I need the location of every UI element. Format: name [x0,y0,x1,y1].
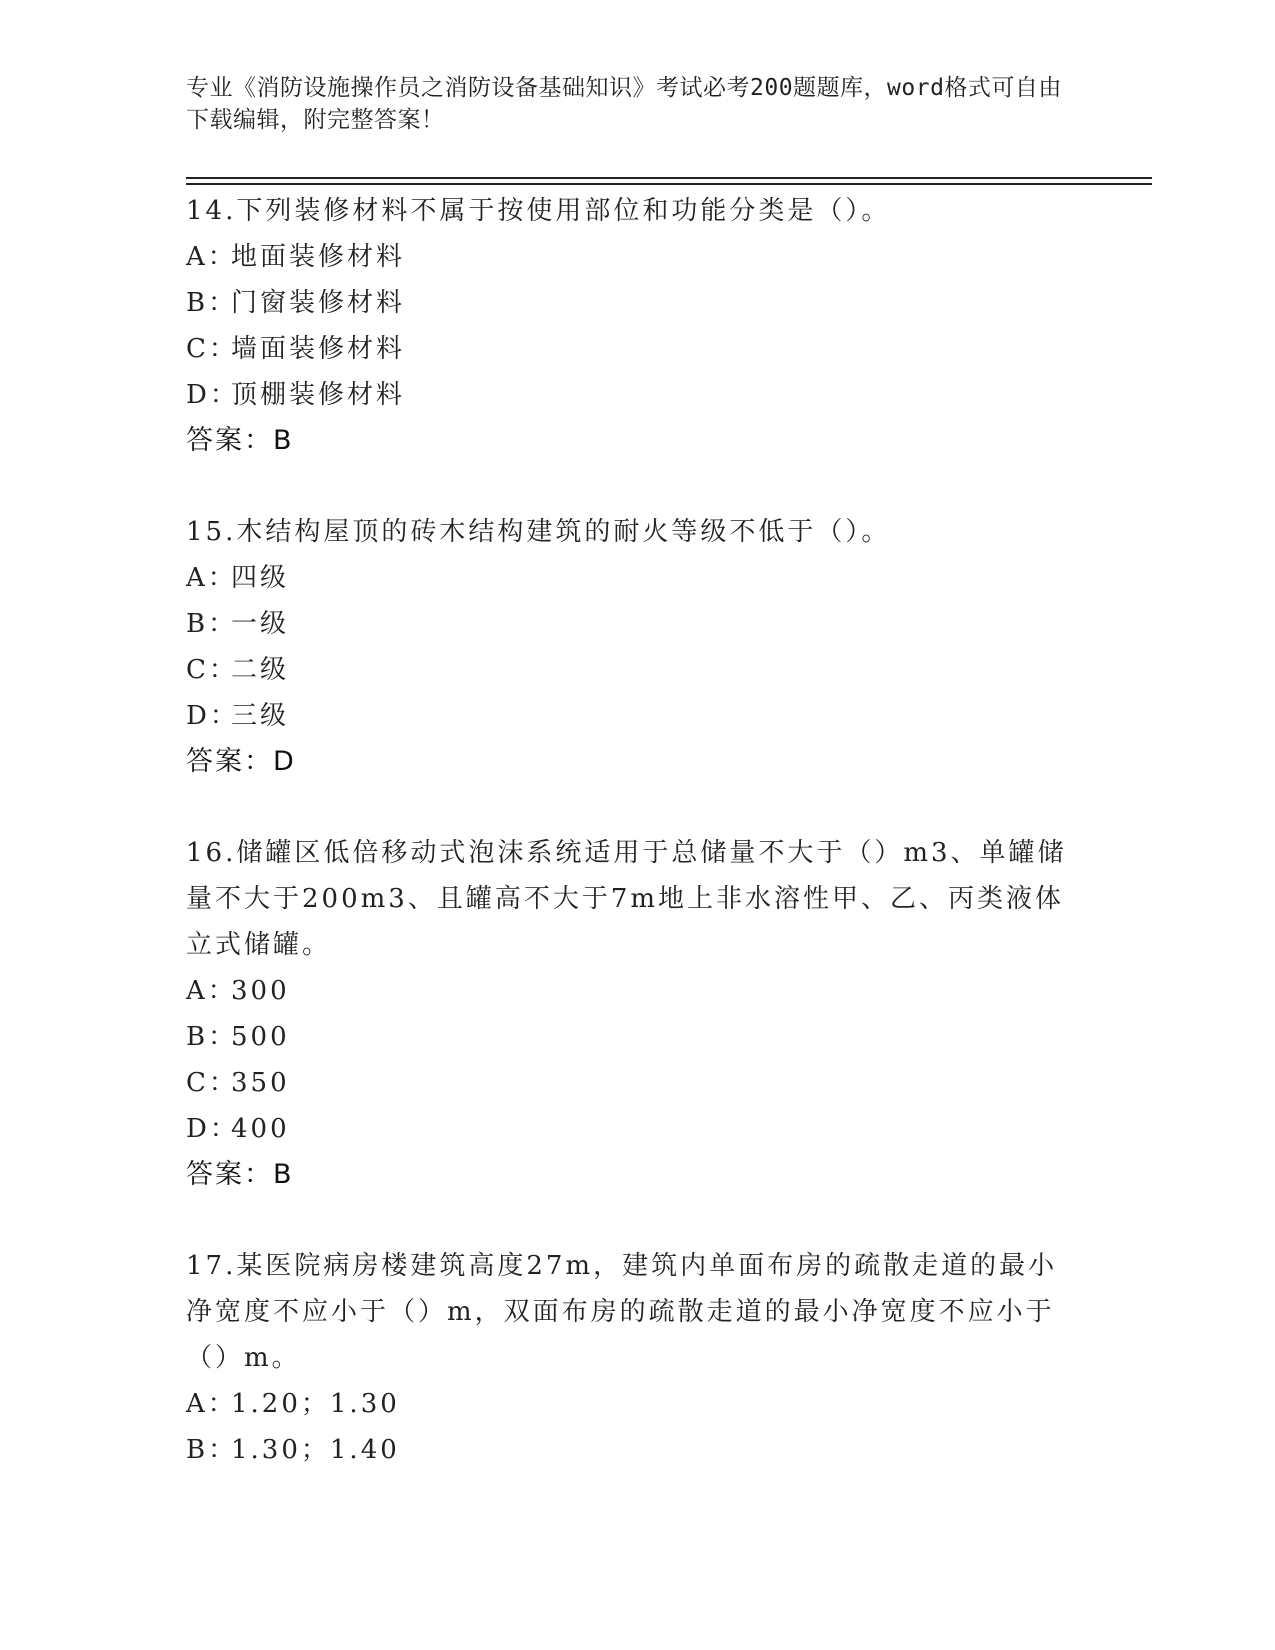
option-text: 墙面装修材料 [231,334,406,364]
option-text: 1.20；1.30 [231,1389,400,1419]
question-list [186,188,1076,1518]
option-d [186,693,1076,739]
option-text: 四级 [231,563,290,593]
option-d [186,372,1076,418]
option-c [186,1060,1076,1106]
answer-line: 答案：B [186,425,294,456]
answer-line: 答案：B [186,1159,294,1190]
answer-line: 答案：D [186,746,296,777]
option-letter: D： [186,380,239,410]
option-b [186,1014,1076,1060]
question-15 [186,509,1076,785]
header-divider-bottom [186,183,1152,185]
option-letter: C： [186,334,238,364]
option-letter: B： [186,1435,238,1465]
option-d [186,1106,1076,1152]
question-stem: 14.下列装修材料不属于按使用部位和功能分类是（）。 [186,196,891,226]
option-text: 300 [231,976,290,1006]
question-17 [186,1243,1076,1473]
option-c [186,326,1076,372]
option-text: 1.30；1.40 [231,1435,400,1465]
option-letter: B： [186,609,238,639]
option-letter: C： [186,655,238,685]
option-a [186,968,1076,1014]
question-16 [186,830,1076,1198]
option-letter: D： [186,701,239,731]
option-text: 门窗装修材料 [231,288,406,318]
document-header: 专业《消防设施操作员之消防设备基础知识》考试必考200题题库，word格式可自由下载编辑，附完整答案！ [186,75,1062,133]
option-letter: B： [186,1022,238,1052]
question-stem: 15.木结构屋顶的砖木结构建筑的耐火等级不低于（）。 [186,517,891,547]
question-stem: 17.某医院病房楼建筑高度27m，建筑内单面布房的疏散走道的最小净宽度不应小于（）m，双面布房的疏散走道的最小净宽度不应小于（）m。 [186,1251,1058,1373]
option-b [186,601,1076,647]
option-a [186,555,1076,601]
question-14 [186,188,1076,464]
option-letter: A： [186,242,237,272]
option-text: 一级 [231,609,290,639]
option-b [186,1427,1076,1473]
option-c [186,647,1076,693]
option-letter: A： [186,563,237,593]
option-letter: A： [186,1389,237,1419]
option-letter: D： [186,1114,239,1144]
option-text: 二级 [231,655,290,685]
option-text: 500 [231,1022,290,1052]
option-text: 400 [231,1114,290,1144]
option-text: 顶棚装修材料 [231,380,406,410]
question-stem: 16.储罐区低倍移动式泡沫系统适用于总储量不大于（）m3、单罐储量不大于200m3、且罐高不大于7m地上非水溶性甲、乙、丙类液体立式储罐。 [186,838,1067,960]
option-text: 三级 [231,701,290,731]
option-b [186,280,1076,326]
option-text: 地面装修材料 [231,242,406,272]
option-text: 350 [231,1068,290,1098]
option-letter: C： [186,1068,238,1098]
option-a [186,234,1076,280]
header-divider-top [186,177,1152,179]
option-a [186,1381,1076,1427]
option-letter: B： [186,288,238,318]
option-letter: A： [186,976,237,1006]
